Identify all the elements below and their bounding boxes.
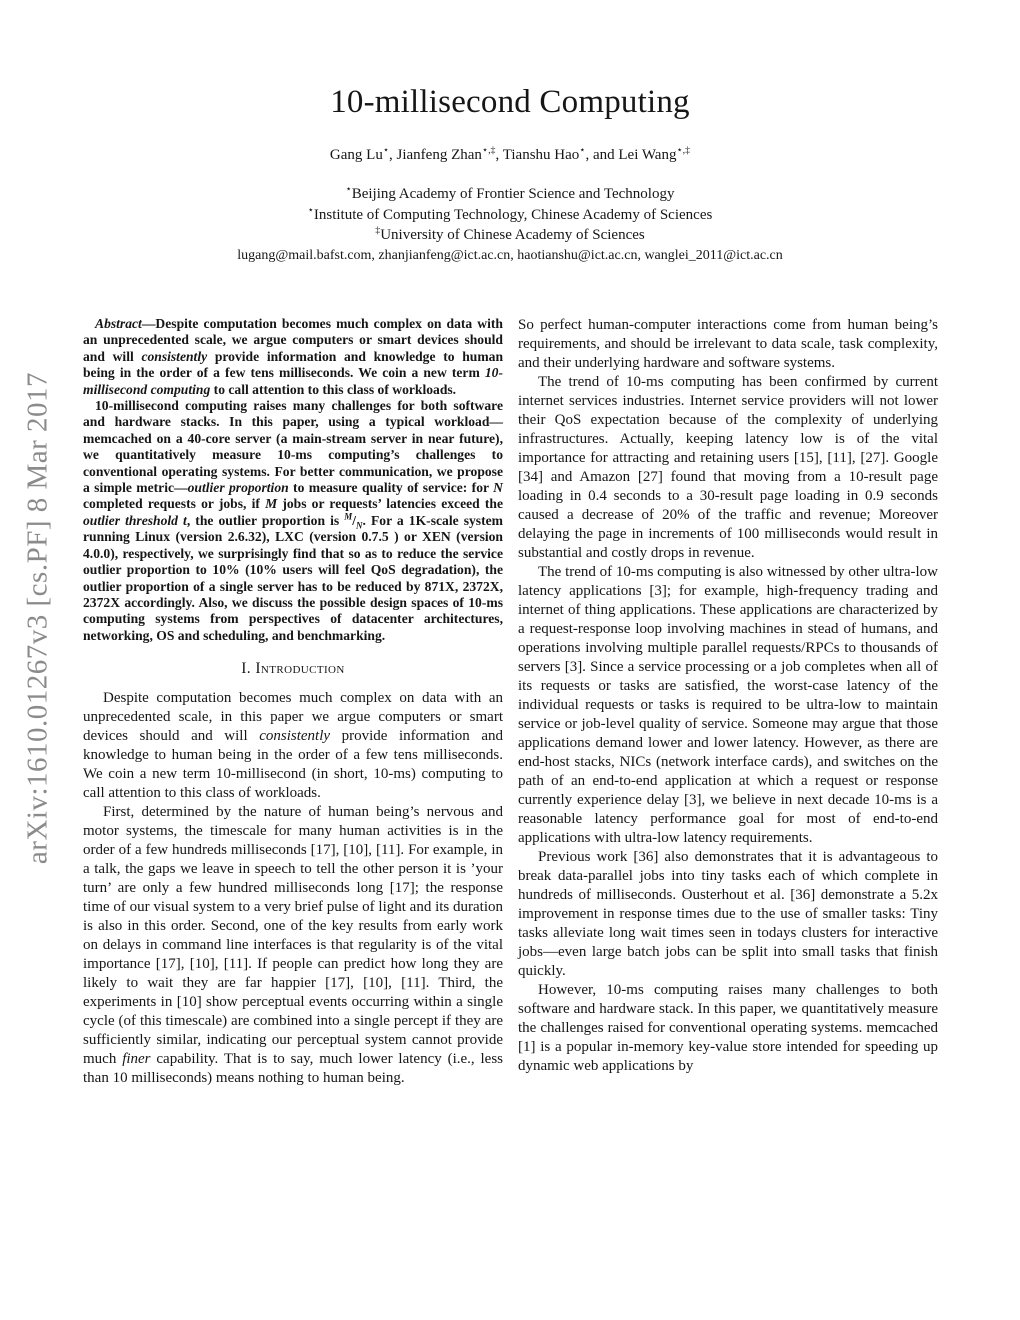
email-line: lugang@mail.bafst.com, zhanjianfeng@ict.ac.cn, haotianshu@ict.ac.cn, wanglei_2011@ict.ac.cn	[237, 247, 783, 263]
author-line: Gang Lu⋆, Jianfeng Zhan⋆,‡, Tianshu Hao⋆, and Lei Wang⋆,‡	[329, 145, 691, 163]
section-heading-introduction: I. Introduction	[241, 660, 345, 678]
affiliation-line-3: ‡University of Chinese Academy of Sciences	[375, 225, 645, 243]
paper-title: 10-millisecond Computing	[330, 84, 690, 120]
abstract-paragraph-2: 10-millisecond computing raises many challenges for both software and hardware stacks. In this paper, using a typical workload—memcached on a 40-core server (a main-stream server in near future), we quantitatively measure 10-ms computing’s challenges to conventional operating systems. For better communication, we propose a simple metric—outlier proportion to measure quality of service: for N completed requests or jobs, if M jobs or requests’ latencies exceed the outlier threshold t, the outlier proportion is $^M/_N$. For a 1K-scale system running Linux (version 2.6.32), LXC (version 0.7.5 ) or XEN (version 4.0.0), respectively, we surprisingly find that so as to reduce the service outlier proportion to 10% (10% users will feel QoS degradation), the outlier proportion of a single server has to be reduced by 871X, 2372X, 2372X accordingly. Also, we discuss the possible design spaces of 10-ms computing systems from perspectives of datacenter architectures, networking, OS and scheduling, and benchmarking.	[83, 398, 503, 643]
paper-header	[0, 0, 1020, 266]
arxiv-watermark: arXiv:1610.01267v3 [cs.PF] 8 Mar 2017	[21, 371, 54, 865]
right-column	[518, 316, 938, 1088]
affiliation-line-1: ⋆Beijing Academy of Frontier Science and Technology	[345, 184, 675, 202]
body-paragraph-2: The trend of 10-ms computing has been confirmed by current internet services industries. Internet service providers will not lower their QoS expectation because of the complexity of underlying infrastructures. Actually, keeping latency low is of the vital importance for attracting and retaining users [15], [11], [27]. Google [34] and Amazon [27] found that moving from a 10-result page loading in 0.4 seconds to a 30-result page loading in 0.9 seconds caused a decrease of 20% of the traffic and revenue; Moreover delaying the page in increments of 100 milliseconds would result in substantial and costly drops in revenue.	[518, 374, 938, 561]
body-paragraph-4: Previous work [36] also demonstrates that it is advantageous to break data-parallel jobs into tiny tasks each of which complete in hundreds of milliseconds. Ousterhout et al. [36] demonstrate a 5.2x improvement in response times due to the use of smaller tasks: Tiny tasks alleviate long wait times seen in todays clusters for interactive jobs—even large batch jobs can be split into small tasks that finish quickly.	[518, 849, 938, 979]
two-column-body	[0, 266, 1020, 1088]
body-paragraph-5: However, 10-ms computing raises many challenges to both software and hardware stack. In this paper, we quantitatively measure the challenges raised for conventional operating systems. memcached [1] is a popular in-memory key-value store intended for speeding up dynamic web applications by	[518, 982, 938, 1074]
body-paragraph-1: So perfect human-computer interactions come from human being’s requirements, and should be irrelevant to data scale, task complexity, and their underlying hardware and software systems.	[518, 317, 938, 371]
affiliations-block	[0, 184, 1020, 266]
abstract-section	[83, 316, 503, 644]
left-column	[83, 316, 503, 1088]
abstract-paragraph-1: Abstract—Despite computation becomes much complex on data with an unprecedented scale, we argue computers or smart devices should and will consistently provide information and knowledge to human being in the order of a few tens milliseconds. We coin a new term 10-millisecond computing to call attention to this class of workloads.	[83, 316, 503, 397]
intro-paragraph-2: First, determined by the nature of human being’s nervous and motor systems, the timescale for many human activities is in the order of a few hundreds milliseconds [17], [10], [11]. For example, in a talk, the gaps we leave in speech to tell the other person it is ’your turn’ are only a few hundred milliseconds long [17]; the response time of our visual system to a very brief pulse of light and its duration is also in this order. Second, one of the key results from early work on delays in command line interfaces is that regularity is of the vital importance [17], [10], [11]. If people can predict how long they are likely to wait they are far happier [17], [10], [11]. Third, the experiments in [10] show perceptual events occurring within a single cycle (of this timescale) are combined into a single percept if they are sufficiently similar, indicating our perceptual system cannot provide much finer capability. That is to say, much lower latency (i.e., less than 10 milliseconds) means nothing to human being.	[83, 804, 504, 1087]
body-paragraph-3: The trend of 10-ms computing is also witnessed by other ultra-low latency applications [3]; for example, high-frequency trading and internet of thing applications. These applications are characterized by a request-response loop involving machines in stead of humans, and operations involving multiple parallel requests/RPCs to thousands of servers [3]. Since a service processing or a job completes when all of its requests or tasks are satisfied, the worst-case latency of the individual requests or tasks is required to be ultra-low to maintain service or job-level quality of service. Someone may argue that those applications demand lower and lower latency. However, as there are end-host stacks, NICs (network interface cards), and switches on the path of an end-to-end application at which a request or response currently experience delay [3], we believe in next decade 10-ms is a reasonable latency performance goal for most of end-to-end applications with ultra-low latency requirements.	[518, 564, 938, 846]
affiliation-line-2: ⋆Institute of Computing Technology, Chinese Academy of Sciences	[307, 204, 713, 223]
intro-paragraph-1: Despite computation becomes much complex on data with an unprecedented scale, in this paper we argue computers or smart devices should and will consistently provide information and knowledge to human being in the order of a few tens milliseconds. We coin a new term 10-millisecond (in short, 10-ms) computing to call attention to this class of workloads.	[83, 690, 503, 802]
